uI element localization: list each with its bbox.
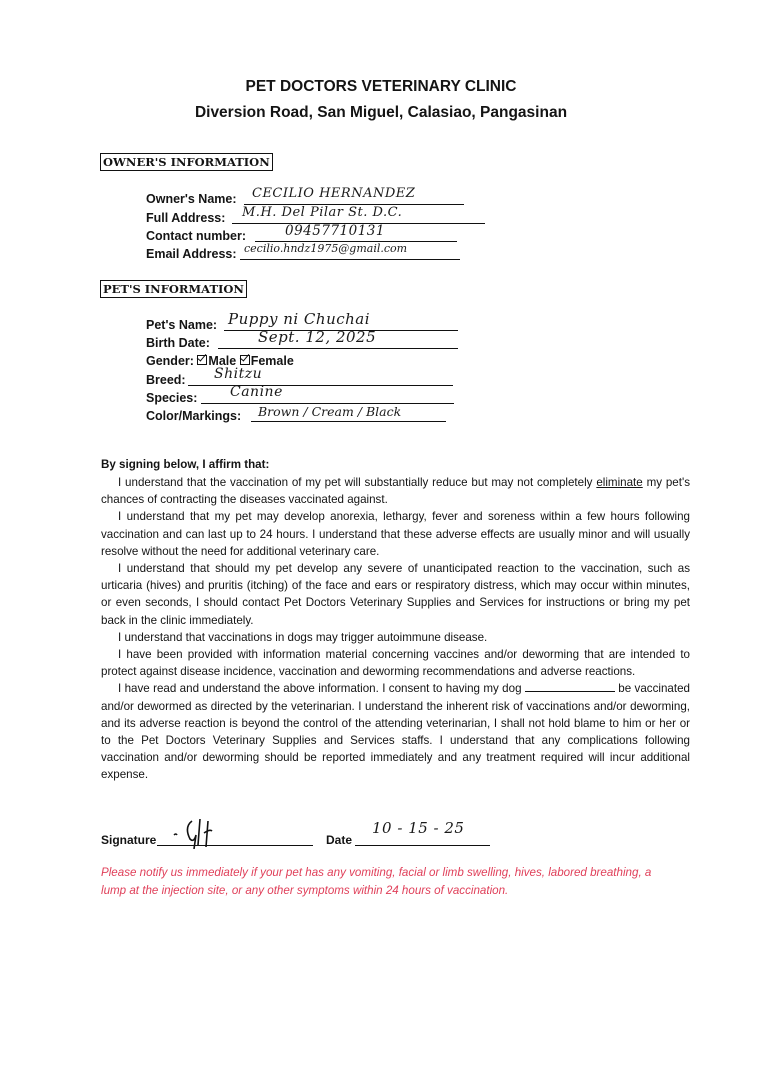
consent-paragraph-2: I understand that my pet may develop anorexia, lethargy, fever and soreness within a few hours following vaccination and can last up to 24 hours. I understand that these adverse effects are usually minor and will usually resolve without the need for additional veterinary care. [101, 510, 690, 558]
consent-paragraph-5: I have been provided with information material concerning vaccines and/or deworming that are intended to protect against disease incidence, vaccination and deworming recommendations and adverse reactions. [101, 648, 690, 679]
color-markings-label: Color/Markings: [146, 409, 242, 423]
contact-number-value: 09457710131 [285, 223, 385, 239]
owner-section-title: OWNER'S INFORMATION [100, 153, 273, 171]
species-value: Canine [230, 384, 283, 400]
consent-paragraph-4: I understand that vaccinations in dogs may trigger autoimmune disease. [118, 630, 488, 644]
male-option-label: Male [208, 354, 237, 368]
date-line[interactable] [355, 845, 490, 846]
consent-body [101, 474, 690, 784]
pet-name-value: Puppy ni Chuchai [228, 310, 371, 328]
owner-name-value: CECILIO HERNANDEZ [252, 186, 416, 201]
full-address-label: Full Address: [146, 211, 226, 225]
pet-section-title: PET'S INFORMATION [100, 280, 247, 298]
breed-label: Breed: [146, 373, 186, 387]
signature-label: Signature [101, 833, 157, 847]
dog-name-blank[interactable] [525, 681, 615, 692]
female-option-label: Female [250, 354, 294, 368]
clinic-address: Diversion Road, San Miguel, Calasiao, Pangasinan [194, 104, 568, 121]
breed-line [188, 385, 453, 386]
clinic-name: PET DOCTORS VETERINARY CLINIC [245, 78, 517, 95]
breed-value: Shitzu [214, 366, 263, 382]
consent-paragraph-1: I understand that the vaccination of my pet will substantially reduce but may not completely eliminate my pet's chances of contracting the diseases vaccinated against. [101, 476, 690, 507]
consent-intro: By signing below, I affirm that: [101, 458, 270, 471]
full-address-value: M.H. Del Pilar St. D.C. [242, 205, 403, 220]
birth-date-line [218, 348, 458, 349]
eliminate-underlined: eliminate [596, 476, 643, 489]
color-markings-value: Brown / Cream / Black [258, 404, 402, 419]
contact-number-label: Contact number: [146, 229, 246, 243]
female-checkbox[interactable] [240, 355, 250, 365]
birth-date-value: Sept. 12, 2025 [258, 328, 377, 346]
date-value: 10 - 15 - 25 [372, 819, 465, 837]
color-markings-line [251, 421, 446, 422]
birth-date-label: Birth Date: [146, 336, 210, 350]
email-value: cecilio.hndz1975@gmail.com [244, 242, 408, 255]
consent-paragraph-3: I understand that should my pet develop any severe of unanticipated reaction to the vaccination, such as urticaria (hives) and pruritis (itching) of the face and ears or respiratory distress, which may occur within minutes, or even seconds, I should contact Pet Doctors Veterinary Supplies and Services for instructions or bring my pet back in the clinic immediately. [101, 562, 690, 627]
email-line [240, 259, 460, 260]
species-label: Species: [146, 391, 198, 405]
owner-name-label: Owner's Name: [146, 192, 237, 206]
symptoms-notice: Please notify us immediately if your pet has any vomiting, facial or limb swelling, hives, labored breathing, a lump at the injection site, or any other symptoms within 24 hours of vaccination. [101, 866, 652, 897]
consent-paragraph-6: I have read and understand the above information. I consent to having my dog be vaccinated and/or dewormed as directed by the veterinarian. I understand the inherent risk of vaccinations and/or deworming, and its adverse reaction is beyond the control of the attending veterinarian, I shall not hold blame to him or her or to the Pet Doctors Veterinary Supplies and Services staffs. I understand that any complications following vaccination and/or deworming should be reported immediately and any treatment required will incur additional expense. [101, 682, 690, 782]
date-label: Date [326, 833, 353, 847]
male-checkbox[interactable] [197, 355, 207, 365]
pet-name-label: Pet's Name: [146, 318, 218, 332]
email-label: Email Address: [146, 247, 237, 261]
handwritten-signature [170, 815, 240, 849]
gender-label: Gender: [146, 354, 194, 368]
